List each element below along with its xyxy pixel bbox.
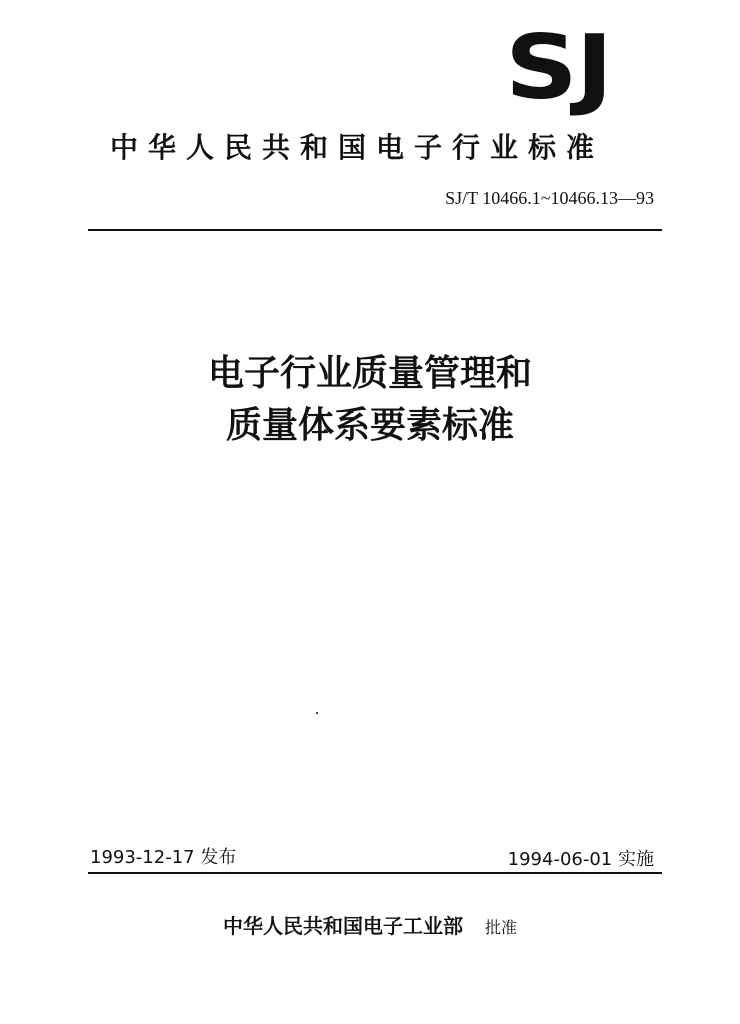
approval-line bbox=[0, 912, 740, 942]
title-line-1: 电子行业质量管理和 bbox=[207, 353, 532, 394]
effective-date: 1994-06-01 实施 bbox=[507, 849, 654, 870]
approve-label: 批准 bbox=[484, 918, 517, 937]
sj-logo: SJ bbox=[505, 16, 611, 119]
title-line-2: 质量体系要素标准 bbox=[225, 405, 514, 446]
issue-date: 1993-12-17 发布 bbox=[90, 847, 237, 868]
bottom-divider bbox=[88, 872, 662, 874]
industry-standard-header: 中华人民共和国电子行业标准 bbox=[110, 131, 605, 164]
scan-speck bbox=[316, 712, 318, 714]
standard-code: SJ/T 10466.1~10466.13—93 bbox=[445, 188, 654, 208]
document-title bbox=[0, 348, 740, 452]
top-divider bbox=[88, 229, 662, 231]
ministry-name: 中华人民共和国电子工业部 bbox=[222, 914, 463, 938]
